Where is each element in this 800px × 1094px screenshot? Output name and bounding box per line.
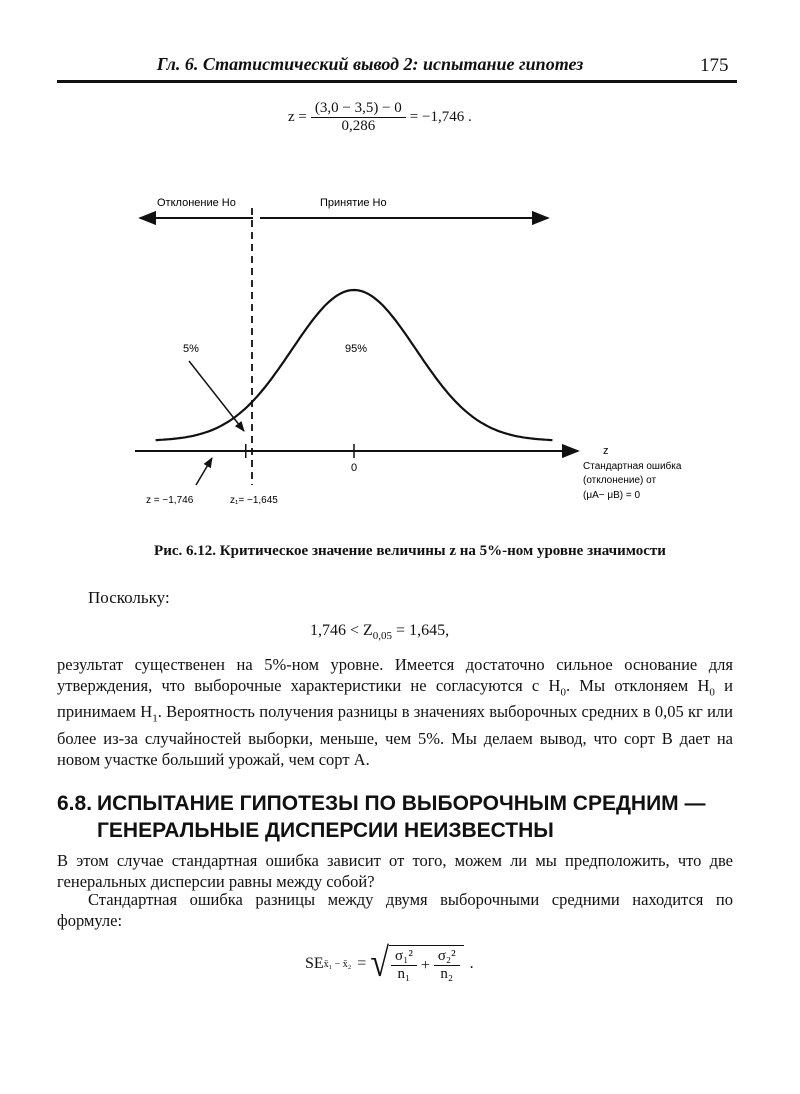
se-equals: = [357,955,367,972]
result-sub-3: 1 [152,712,158,725]
result-paragraph [57,655,733,770]
since-label: Поскольку: [88,588,170,607]
normal-curve [156,290,553,440]
z-formula-numerator: (3,0 − 3,5) − 0 [311,100,406,118]
axis-variable-label: z [603,445,609,457]
inequality [310,622,449,642]
result-text-3: и принимаем H [57,675,733,722]
se-den-2: n₂ [440,966,454,982]
result-text-1: результат существенен на 5%-ном уровне. Имеется достаточно сильное основание для утверждения, что выборочные характеристики не согласуются с H [57,655,733,695]
section-heading [57,790,747,844]
se-den-1: n₁ [397,966,411,982]
se-plus: + [420,956,430,974]
result-text-2: . Мы отклоняем H [565,675,710,695]
section-title-line-2: ГЕНЕРАЛЬНЫЕ ДИСПЕРСИИ НЕИЗВЕСТНЫ [97,819,554,842]
standard-error-formula [305,941,474,986]
se-fraction-1 [391,948,417,983]
axis-caption-line-3: (μA− μB) = 0 [583,490,641,501]
se-period: . [469,955,474,972]
paragraph-variances: В этом случае стандартная ошибка зависит от того, можем ли мы предположить, что две генеральных дисперсии равны между собой? [57,851,733,891]
z-formula-denominator: 0,286 [341,118,376,134]
z-formula-fraction [311,100,406,135]
se-num-1: σ₁² [391,948,417,966]
figure-caption: Рис. 6.12. Критическое значение величины z на 5%-ном уровне значимости [154,543,666,559]
inequality-subscript: 0,05 [372,630,393,643]
result-text-4: . Вероятность получения разницы в значениях выборочных средних в 0,05 кг или более из-за случайностей выборки, меньше, чем 5%. Мы делаем вывод, что сорт B дает на новом участке больший урожай, чем сорт A. [57,702,733,769]
section-title-line-1: ИСПЫТАНИЕ ГИПОТЕЗЫ ПО ВЫБОРОЧНЫМ СРЕДНИМ — [97,792,706,815]
accept-region-label: Принятие Ho [320,197,387,209]
inequality-rhs: = 1,645, [392,622,450,639]
se-fraction-2 [434,948,460,983]
critical-value-figure [0,180,800,520]
zero-tick-label: 0 [350,462,358,474]
observed-z-pointer-arrow [196,458,212,485]
se-subscript: x̄₁ − x̄₂ [323,958,352,970]
inequality-lhs: 1,746 < Z [310,622,373,639]
z-formula [288,100,472,135]
se-lhs: SE [305,955,324,972]
critical-z-label: z₁= −1,645 [230,495,278,506]
center-percent-label: 95% [345,343,368,355]
page-number: 175 [700,55,729,76]
paragraph-formula-intro: Стандартная ошибка разницы между двумя выборочными средними находится по формуле: [57,890,733,930]
axis-caption-line-2: (отклонение) от [583,475,657,486]
result-sub-2: 0 [709,685,715,698]
axis-caption-line-1: Стандартная ошибка [583,461,682,472]
running-header-title: Гл. 6. Статистический вывод 2: испытание гипотез [156,54,584,74]
sqrt-icon: √ [370,941,389,986]
result-sub-1: 0 [560,685,566,698]
sqrt-radicand [389,945,464,983]
tail-pointer-arrow [189,361,244,431]
tail-percent-label: 5% [183,343,199,355]
se-num-2: σ₂² [434,948,460,966]
z-formula-rhs: = −1,746 . [409,109,472,125]
observed-z-label: z = −1,746 [146,495,194,506]
reject-region-label: Отклонение Ho [157,197,236,209]
section-number: 6.8. [57,792,93,815]
z-formula-lhs: z = [288,109,307,125]
header-rule [57,80,737,83]
